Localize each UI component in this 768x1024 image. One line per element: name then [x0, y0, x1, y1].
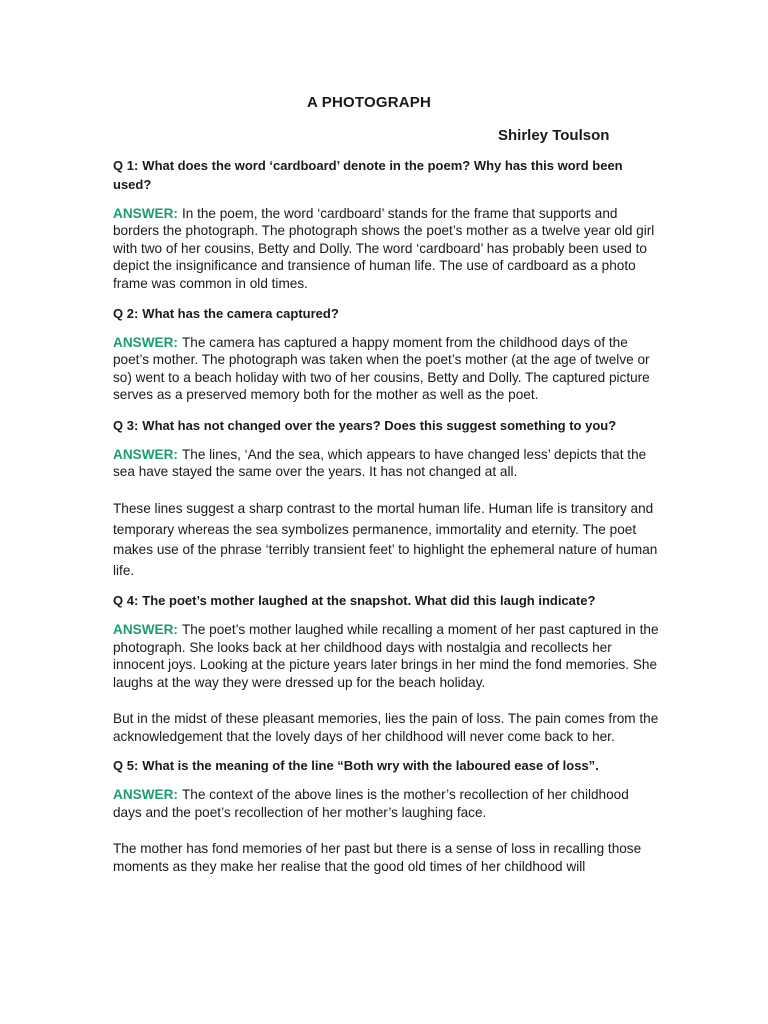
answer-text: The poet’s mother laughed while recalling a moment of her past captured in the photograph. She looks back at her childhood days with nostalgia and recollects her innocent joys. Looking at the picture years later brings in her mind the fond memories. She laughs at the way they were dressed up for the beach holiday. — [113, 622, 659, 690]
document-title: A PHOTOGRAPH — [306, 94, 432, 111]
question-2 — [113, 304, 659, 323]
answer-5 — [113, 786, 659, 821]
question-text: The poet’s mother laughed at the snapshot. What did this laugh indicate? — [142, 593, 596, 609]
question-text: What has not changed over the years? Does this suggest something to you? — [142, 417, 617, 433]
question-1 — [113, 156, 659, 194]
question-number: Q 1: — [113, 158, 139, 173]
author-name: Shirley Toulson — [498, 127, 610, 144]
question-5 — [113, 756, 659, 775]
answer-3 — [113, 446, 659, 481]
question-text: What has the camera captured? — [142, 306, 339, 322]
question-3 — [113, 416, 659, 435]
question-number: Q 2: — [113, 306, 139, 322]
answer-label: ANSWER: — [113, 446, 178, 462]
answer-text: In the poem, the word ‘cardboard’ stands for the frame that supports and borders the photograph. The photograph shows the poet’s mother as a twelve year old girl with two of her cousins, Betty and Dolly. The word ‘cardboard’ has probably been used to depict the insignificance and transience of human life. The use of cardboard as a photo frame was common in old times. — [113, 206, 655, 291]
answer-text: The camera has captured a happy moment from the childhood days of the poet’s mother. The photograph was taken when the poet’s mother (at the age of twelve or so) went to a beach holiday with two of her cousins, Betty and Dolly. The captured picture serves as a preserved memory both for the mother as well as the poet. — [113, 335, 650, 403]
answer-label: ANSWER: — [113, 206, 178, 221]
question-number: Q 3: — [113, 417, 139, 433]
answer-4 — [113, 621, 659, 691]
answer-label: ANSWER: — [113, 335, 178, 351]
answer-text: The context of the above lines is the mother’s recollection of her childhood days and the poet’s recollection of her mother’s laughing face. — [113, 787, 629, 820]
answer-label: ANSWER: — [113, 622, 178, 638]
question-text: What is the meaning of the line “Both wry with the laboured ease of loss”. — [142, 758, 599, 774]
qa-content — [113, 156, 659, 886]
answer-1 — [113, 205, 659, 292]
question-text: What does the word ‘cardboard’ denote in the poem? Why has this word been used? — [113, 158, 623, 192]
answer-3-paragraph: These lines suggest a sharp contrast to the mortal human life. Human life is transitory and temporary whereas the sea symbolizes permanence, immortality and eternity. The poet makes use of the phrase ‘terribly transient feet’ to highlight the ephemeral nature of human life. — [113, 501, 658, 578]
question-number: Q 5: — [113, 758, 139, 774]
answer-5-paragraph: The mother has fond memories of her past but there is a sense of loss in recalling those moments as they make her realise that the good old times of her childhood will — [113, 840, 642, 874]
answer-2 — [113, 334, 659, 404]
answer-text: The lines, ‘And the sea, which appears to have changed less’ depicts that the sea have stayed the same over the years. It has not changed at all. — [113, 446, 647, 480]
question-4 — [113, 591, 659, 610]
question-number: Q 4: — [113, 593, 139, 609]
answer-label: ANSWER: — [113, 787, 178, 803]
answer-4-paragraph: But in the midst of these pleasant memories, lies the pain of loss. The pain comes from the acknowledgement that the lovely days of her childhood will never come back to her. — [113, 711, 659, 745]
